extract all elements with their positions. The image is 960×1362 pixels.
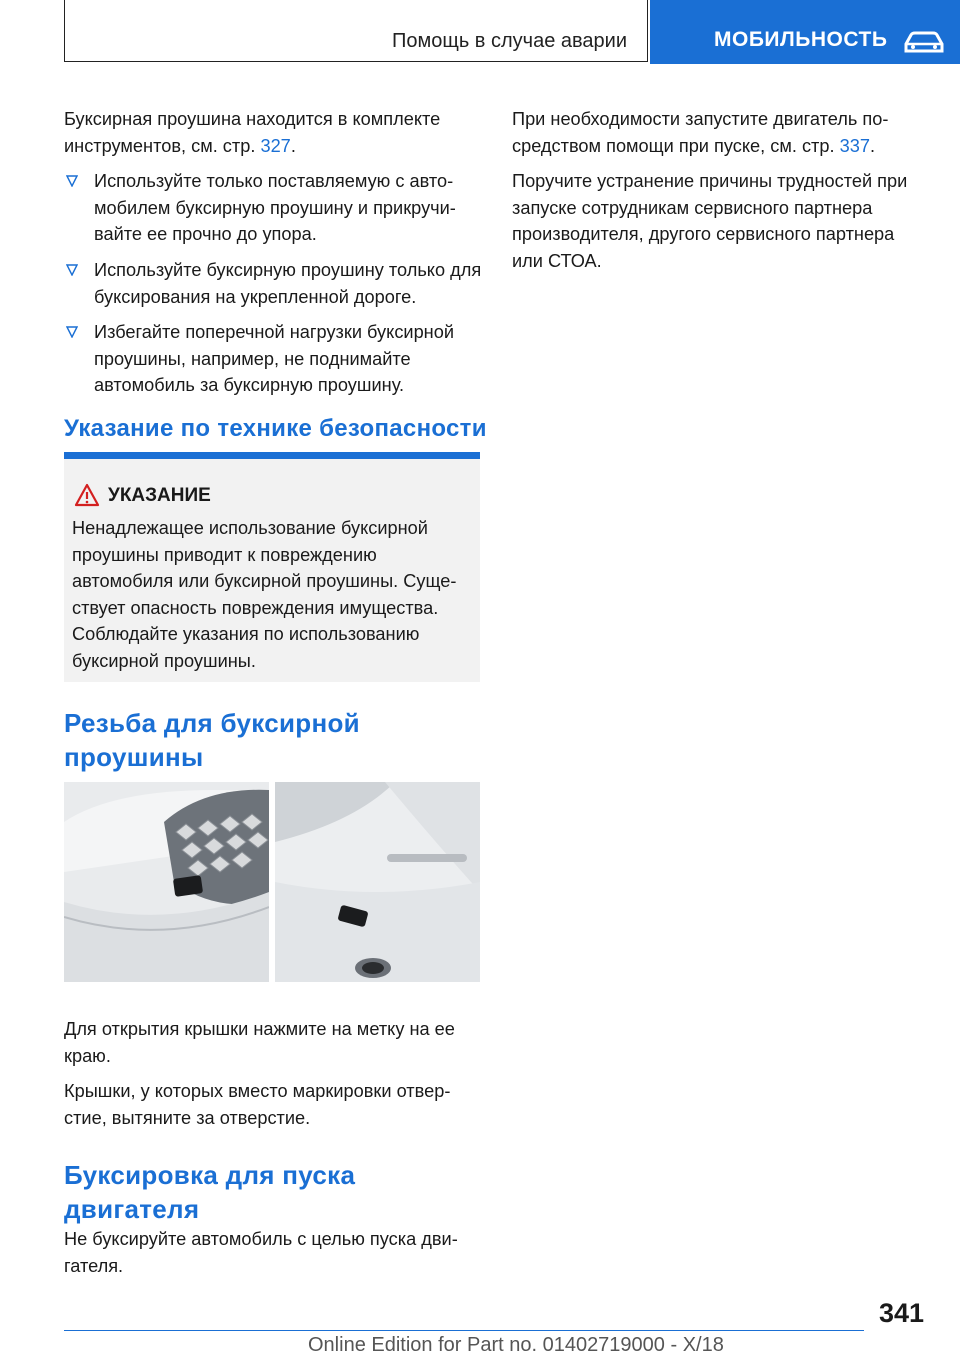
page-ref-link[interactable]: 327 — [260, 135, 291, 156]
thread-paragraph-1: Для открытия крышки нажмите на метку на ее краю. — [64, 1019, 455, 1066]
footer-divider — [64, 1330, 864, 1331]
left-column-top — [64, 106, 482, 408]
edition-text: Online Edition for Part no. 01402719000 - X/18 — [308, 1334, 724, 1356]
service-paragraph: Поручите устранение причины трудностей при запуске сотрудникам сервисного партнера производителя, другого сервисного партнера или СТОА. — [512, 171, 908, 271]
bullet-triangle-icon — [66, 175, 78, 187]
tow-start-heading: Буксировка для пуска двигателя — [64, 1160, 356, 1224]
tow-start-paragraph: Не буксируйте автомобиль с целью пуска двигателя. — [64, 1229, 458, 1276]
page-header — [64, 0, 960, 64]
right-column — [512, 106, 930, 284]
thread-heading: Резьба для буксирной проушины — [64, 708, 360, 772]
warning-box — [64, 452, 480, 682]
intro-paragraph: Буксирная проушина находится в комплекте инструментов, см. стр. 327. — [64, 109, 441, 156]
list-item: Используйте буксирную проушину только для буксирования на укрепленной дороге. — [64, 257, 482, 310]
warning-body: Ненадлежащее использование буксирной проушины приводит к повреждению автомобиля или буксирной проушины. Существует опасность повреждения имущества. Соблюдайте указания по использованию буксирной проушины. — [72, 518, 457, 671]
chapter-tab — [650, 0, 960, 64]
safety-heading: Указание по технике безопасности — [64, 415, 487, 442]
jump-start-paragraph: При необходимости запустите двигатель посредством помощи при пуске, см. стр. 337. — [512, 109, 889, 156]
page-number: 341 — [878, 1298, 924, 1328]
warning-title: УКАЗАНИЕ — [108, 485, 211, 506]
section-tab — [64, 0, 648, 62]
left-column-bottom — [64, 1016, 482, 1140]
section-title: Помощь в случае аварии — [392, 30, 627, 52]
warning-triangle-icon — [74, 483, 100, 507]
list-item: Используйте только поставляемую с автомобилем буксирную проушину и прикручивайте ее прочно до упора. — [64, 168, 482, 248]
list-item: Избегайте поперечной нагрузки буксирной проушины, например, не поднимайте автомобиль за буксирную проушину. — [64, 319, 482, 399]
chapter-title: МОБИЛЬНОСТЬ — [714, 28, 888, 51]
rear-bumper-image — [275, 782, 480, 982]
thread-paragraph-2: Крышки, у которых вместо маркировки отверстие, вытяните за отверстие. — [64, 1081, 451, 1128]
bullet-triangle-icon — [66, 326, 78, 338]
car-icon — [902, 30, 946, 54]
page-ref-link[interactable]: 337 — [839, 135, 870, 156]
front-bumper-image — [64, 782, 269, 982]
bullet-triangle-icon — [66, 264, 78, 276]
